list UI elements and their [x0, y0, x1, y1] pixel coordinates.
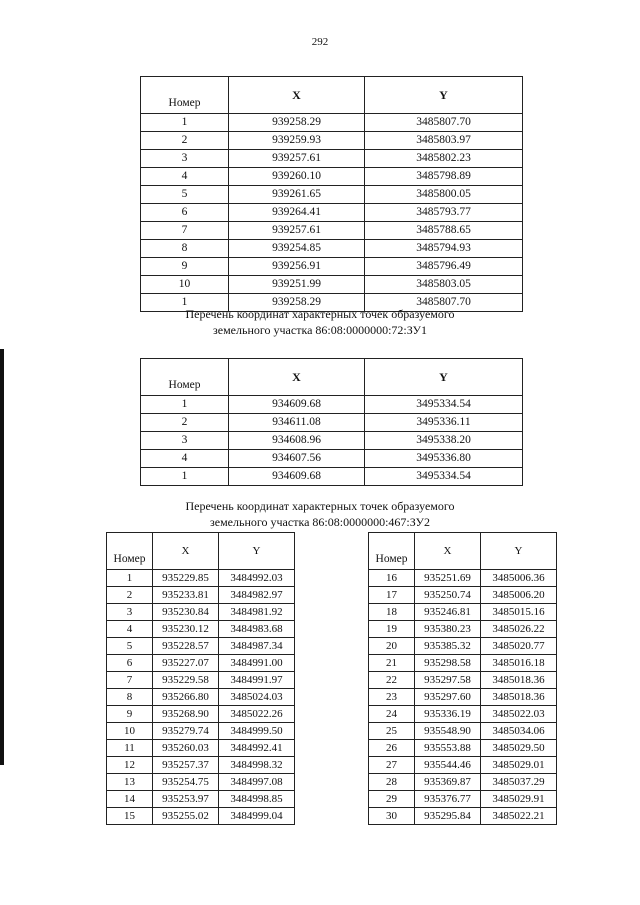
- table-row: [369, 638, 557, 655]
- cell-y: 3485015.16: [481, 604, 557, 621]
- table-row: [141, 450, 523, 468]
- cell-y: 3484999.04: [219, 808, 295, 825]
- table-row: [141, 414, 523, 432]
- cell-x: 935227.07: [153, 655, 219, 672]
- cell-y: 3485018.36: [481, 672, 557, 689]
- cell-x: 935228.57: [153, 638, 219, 655]
- cell-number: 20: [369, 638, 415, 655]
- cell-y: 3485018.36: [481, 689, 557, 706]
- cell-y: 3485022.26: [219, 706, 295, 723]
- cell-x: 934609.68: [229, 396, 365, 414]
- cell-x: 939251.99: [229, 276, 365, 294]
- cell-number: 5: [141, 186, 229, 204]
- cell-y: 3495334.54: [365, 396, 523, 414]
- cell-y: 3485788.65: [365, 222, 523, 240]
- caption-line: земельного участка 86:08:0000000:72:ЗУ1: [213, 323, 427, 337]
- cell-y: 3484992.03: [219, 570, 295, 587]
- cell-number: 9: [141, 258, 229, 276]
- cell-y: 3485029.01: [481, 757, 557, 774]
- table-row: [141, 150, 523, 168]
- table-row: [107, 740, 295, 757]
- cell-x: 935369.87: [415, 774, 481, 791]
- cell-y: 3485029.50: [481, 740, 557, 757]
- cell-y: 3485798.89: [365, 168, 523, 186]
- cell-x: 939257.61: [229, 222, 365, 240]
- table-row: [141, 432, 523, 450]
- table-row: [141, 114, 523, 132]
- cell-y: 3485793.77: [365, 204, 523, 222]
- cell-number: 2: [141, 414, 229, 432]
- cell-x: 935297.60: [415, 689, 481, 706]
- cell-number: 14: [107, 791, 153, 808]
- cell-y: 3484991.00: [219, 655, 295, 672]
- cell-number: 13: [107, 774, 153, 791]
- cell-number: 27: [369, 757, 415, 774]
- cell-y: 3485026.22: [481, 621, 557, 638]
- table-row: [369, 621, 557, 638]
- cell-x: 935250.74: [415, 587, 481, 604]
- cell-y: 3485807.70: [365, 114, 523, 132]
- cell-x: 935233.81: [153, 587, 219, 604]
- cell-y: 3495338.20: [365, 432, 523, 450]
- coordinates-table-1: [140, 76, 523, 312]
- cell-x: 935229.85: [153, 570, 219, 587]
- cell-y: 3484998.85: [219, 791, 295, 808]
- cell-x: 935268.90: [153, 706, 219, 723]
- cell-y: 3484992.41: [219, 740, 295, 757]
- table-row: [107, 604, 295, 621]
- caption-line: Перечень координат характерных точек образуемого: [185, 307, 455, 321]
- cell-number: 4: [107, 621, 153, 638]
- cell-x: 939261.65: [229, 186, 365, 204]
- cell-x: 935376.77: [415, 791, 481, 808]
- cell-x: 935257.37: [153, 757, 219, 774]
- cell-x: 935548.90: [415, 723, 481, 740]
- table-caption-1: [0, 306, 640, 338]
- cell-x: 939256.91: [229, 258, 365, 276]
- caption-line: земельного участка 86:08:0000000:467:ЗУ2: [210, 515, 430, 529]
- cell-y: 3484991.97: [219, 672, 295, 689]
- column-header-number: Номер: [141, 359, 229, 396]
- cell-x: 935230.84: [153, 604, 219, 621]
- cell-y: 3485022.21: [481, 808, 557, 825]
- cell-x: 935295.84: [415, 808, 481, 825]
- column-header-x: X: [415, 533, 481, 570]
- table-row: [141, 168, 523, 186]
- coordinates-table-2: [140, 358, 523, 486]
- cell-x: 935255.02: [153, 808, 219, 825]
- table-row: [107, 587, 295, 604]
- cell-x: 934609.68: [229, 468, 365, 486]
- cell-y: 3484983.68: [219, 621, 295, 638]
- cell-number: 2: [141, 132, 229, 150]
- table-row: [369, 706, 557, 723]
- table-row: [107, 689, 295, 706]
- page-number: 292: [311, 36, 329, 48]
- cell-x: 935297.58: [415, 672, 481, 689]
- cell-y: 3485800.05: [365, 186, 523, 204]
- cell-number: 2: [107, 587, 153, 604]
- table-header-row: [141, 77, 523, 114]
- cell-y: 3485006.36: [481, 570, 557, 587]
- cell-number: 15: [107, 808, 153, 825]
- cell-y: 3485022.03: [481, 706, 557, 723]
- cell-x: 935298.58: [415, 655, 481, 672]
- cell-number: 7: [107, 672, 153, 689]
- cell-y: 3485803.97: [365, 132, 523, 150]
- table-row: [369, 672, 557, 689]
- cell-number: 8: [141, 240, 229, 258]
- cell-number: 22: [369, 672, 415, 689]
- cell-y: 3484998.32: [219, 757, 295, 774]
- table-row: [107, 570, 295, 587]
- cell-number: 30: [369, 808, 415, 825]
- table-row: [141, 240, 523, 258]
- coordinates-table-3-left: [106, 532, 295, 825]
- cell-y: 3485802.23: [365, 150, 523, 168]
- cell-x: 935254.75: [153, 774, 219, 791]
- column-header-number: Номер: [369, 533, 415, 570]
- table-row: [369, 655, 557, 672]
- cell-number: 1: [141, 396, 229, 414]
- cell-number: 7: [141, 222, 229, 240]
- cell-y: 3485794.93: [365, 240, 523, 258]
- caption-line: Перечень координат характерных точек образуемого: [185, 499, 455, 513]
- table-row: [107, 672, 295, 689]
- cell-number: 9: [107, 706, 153, 723]
- table-caption-2: [0, 498, 640, 530]
- cell-number: 1: [107, 570, 153, 587]
- cell-y: 3485024.03: [219, 689, 295, 706]
- table-row: [369, 570, 557, 587]
- cell-x: 935544.46: [415, 757, 481, 774]
- column-header-number: Номер: [141, 77, 229, 114]
- cell-x: 935385.32: [415, 638, 481, 655]
- table-row: [107, 723, 295, 740]
- column-header-x: X: [153, 533, 219, 570]
- table-row: [141, 468, 523, 486]
- cell-number: 3: [141, 432, 229, 450]
- cell-number: 8: [107, 689, 153, 706]
- cell-x: 939258.29: [229, 294, 365, 312]
- cell-y: 3485803.05: [365, 276, 523, 294]
- table-row: [141, 258, 523, 276]
- table-row: [369, 587, 557, 604]
- table-header-row: [107, 533, 295, 570]
- cell-y: 3484987.34: [219, 638, 295, 655]
- table-header-row: [369, 533, 557, 570]
- cell-number: 10: [107, 723, 153, 740]
- table-row: [107, 808, 295, 825]
- column-header-number: Номер: [107, 533, 153, 570]
- cell-x: 935279.74: [153, 723, 219, 740]
- cell-x: 935336.19: [415, 706, 481, 723]
- column-header-y: Y: [219, 533, 295, 570]
- cell-x: 935251.69: [415, 570, 481, 587]
- table-row: [107, 638, 295, 655]
- table-row: [369, 757, 557, 774]
- cell-y: 3485037.29: [481, 774, 557, 791]
- column-header-y: Y: [365, 359, 523, 396]
- cell-number: 19: [369, 621, 415, 638]
- cell-y: 3495336.11: [365, 414, 523, 432]
- cell-x: 935253.97: [153, 791, 219, 808]
- table-row: [107, 706, 295, 723]
- cell-number: 1: [141, 294, 229, 312]
- cell-x: 935553.88: [415, 740, 481, 757]
- cell-y: 3484997.08: [219, 774, 295, 791]
- cell-number: 24: [369, 706, 415, 723]
- table-row: [369, 808, 557, 825]
- cell-x: 939259.93: [229, 132, 365, 150]
- cell-y: 3484982.97: [219, 587, 295, 604]
- cell-x: 934607.56: [229, 450, 365, 468]
- table-row: [141, 276, 523, 294]
- cell-x: 935229.58: [153, 672, 219, 689]
- cell-number: 25: [369, 723, 415, 740]
- cell-number: 1: [141, 468, 229, 486]
- table-row: [369, 604, 557, 621]
- table-row: [107, 791, 295, 808]
- cell-y: 3485807.70: [365, 294, 523, 312]
- cell-number: 10: [141, 276, 229, 294]
- cell-y: 3485016.18: [481, 655, 557, 672]
- table-row: [369, 689, 557, 706]
- cell-number: 23: [369, 689, 415, 706]
- table-row: [141, 204, 523, 222]
- cell-number: 26: [369, 740, 415, 757]
- cell-number: 4: [141, 450, 229, 468]
- cell-x: 935260.03: [153, 740, 219, 757]
- cell-x: 934608.96: [229, 432, 365, 450]
- cell-y: 3485006.20: [481, 587, 557, 604]
- cell-x: 939257.61: [229, 150, 365, 168]
- cell-x: 939264.41: [229, 204, 365, 222]
- cell-x: 939260.10: [229, 168, 365, 186]
- cell-number: 5: [107, 638, 153, 655]
- cell-number: 3: [141, 150, 229, 168]
- cell-number: 3: [107, 604, 153, 621]
- table-row: [107, 774, 295, 791]
- table-row: [369, 791, 557, 808]
- cell-number: 21: [369, 655, 415, 672]
- cell-y: 3485029.91: [481, 791, 557, 808]
- cell-x: 939254.85: [229, 240, 365, 258]
- column-header-x: X: [229, 359, 365, 396]
- cell-x: 935380.23: [415, 621, 481, 638]
- cell-y: 3485034.06: [481, 723, 557, 740]
- cell-number: 12: [107, 757, 153, 774]
- table-row: [369, 740, 557, 757]
- cell-x: 934611.08: [229, 414, 365, 432]
- table-row: [141, 222, 523, 240]
- column-header-y: Y: [481, 533, 557, 570]
- cell-y: 3485020.77: [481, 638, 557, 655]
- cell-number: 1: [141, 114, 229, 132]
- table-row: [369, 723, 557, 740]
- cell-y: 3495336.80: [365, 450, 523, 468]
- cell-y: 3495334.54: [365, 468, 523, 486]
- cell-x: 935266.80: [153, 689, 219, 706]
- table-row: [141, 396, 523, 414]
- cell-number: 6: [107, 655, 153, 672]
- cell-number: 11: [107, 740, 153, 757]
- cell-y: 3484981.92: [219, 604, 295, 621]
- cell-y: 3485796.49: [365, 258, 523, 276]
- table-row: [141, 132, 523, 150]
- table-row: [107, 757, 295, 774]
- table-header-row: [141, 359, 523, 396]
- cell-x: 935246.81: [415, 604, 481, 621]
- cell-y: 3484999.50: [219, 723, 295, 740]
- cell-x: 939258.29: [229, 114, 365, 132]
- table-row: [107, 655, 295, 672]
- cell-x: 935230.12: [153, 621, 219, 638]
- cell-number: 28: [369, 774, 415, 791]
- cell-number: 6: [141, 204, 229, 222]
- coordinates-table-3-right: [368, 532, 557, 825]
- cell-number: 16: [369, 570, 415, 587]
- cell-number: 17: [369, 587, 415, 604]
- table-row: [107, 621, 295, 638]
- left-margin-bar: [0, 349, 4, 765]
- table-row: [369, 774, 557, 791]
- cell-number: 4: [141, 168, 229, 186]
- cell-number: 18: [369, 604, 415, 621]
- cell-number: 29: [369, 791, 415, 808]
- column-header-x: X: [229, 77, 365, 114]
- table-row: [141, 186, 523, 204]
- column-header-y: Y: [365, 77, 523, 114]
